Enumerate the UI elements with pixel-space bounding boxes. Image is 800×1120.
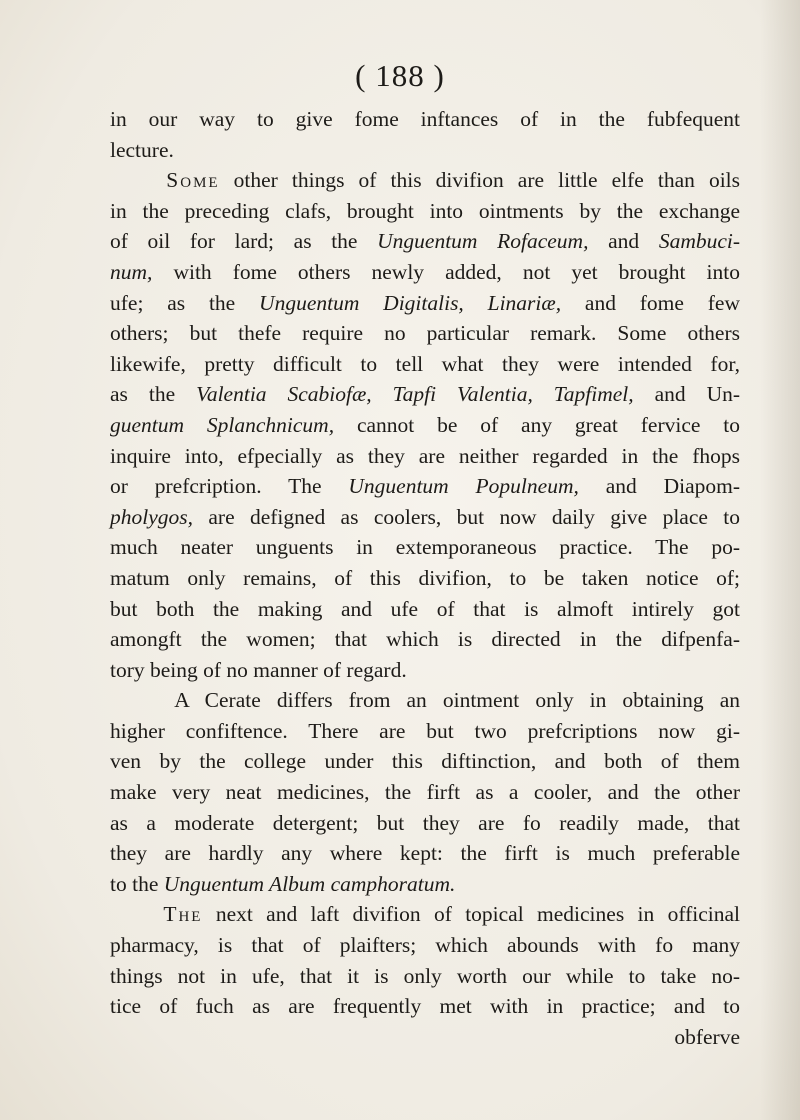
text-fragment: of oil for lard; as the bbox=[110, 229, 358, 254]
text-line bbox=[110, 471, 740, 502]
text-line: inquire into, efpecially as they are neither regarded in the fhops bbox=[110, 443, 740, 468]
small-caps-word: The bbox=[163, 902, 203, 927]
italic-term: num, bbox=[110, 259, 153, 284]
text-line: higher confiftence. There are but two prefcriptions now gi- bbox=[110, 718, 740, 743]
italic-term: Valentia Scabiofæ, Tapfi Valentia, Tapfimel, bbox=[196, 382, 634, 407]
text-fragment: are defigned as coolers, but now daily give place to bbox=[208, 504, 740, 529]
text-fragment: and bbox=[608, 229, 640, 254]
paragraph-2 bbox=[110, 165, 740, 685]
paragraph-4 bbox=[110, 899, 740, 1052]
text-fragment: A Cerate differs from an ointment only in obtaining an bbox=[174, 688, 741, 713]
text-line: in the preceding clafs, brought into ointments by the exchange bbox=[110, 198, 740, 223]
text-line: things not in ufe, that it is only worth our while to take no- bbox=[110, 963, 740, 988]
text-fragment: ufe; as the bbox=[110, 290, 236, 315]
text-line bbox=[110, 379, 740, 410]
text-line: matum only remains, of this divifion, to be taken notice of; bbox=[110, 565, 740, 590]
text-line: pharmacy, is that of plaifters; which abounds with fo many bbox=[110, 933, 740, 958]
text-line bbox=[110, 685, 740, 716]
text-line bbox=[110, 257, 740, 288]
text-line: as a moderate detergent; but they are fo readily made, that bbox=[110, 810, 740, 835]
text-line bbox=[110, 410, 740, 441]
text-line: ven by the college under this diftinction, and both of them bbox=[110, 749, 740, 774]
text-fragment: as the bbox=[110, 382, 176, 407]
text-fragment: cannot be of any great fervice to bbox=[356, 412, 741, 437]
text-fragment: next and laft divifion of topical medicines in officinal bbox=[215, 902, 741, 927]
text-fragment: and Diapom- bbox=[605, 474, 741, 499]
text-line bbox=[110, 502, 740, 533]
paragraph-1 bbox=[110, 104, 740, 165]
text-line: others; but thefe require no particular remark. Some others bbox=[110, 321, 740, 346]
italic-term: Unguentum Rofaceum, bbox=[377, 229, 589, 254]
text-fragment: other things of this divifion are little elfe than oils bbox=[233, 168, 741, 193]
paragraph-3 bbox=[110, 685, 740, 899]
italic-term: Unguentum Album camphoratum. bbox=[163, 871, 456, 896]
body-text bbox=[110, 104, 740, 1052]
text-line bbox=[110, 165, 740, 196]
text-line bbox=[110, 869, 740, 900]
text-fragment: with fome others newly added, not yet brought into bbox=[173, 259, 741, 284]
italic-term: guentum Splanchnicum, bbox=[110, 412, 335, 437]
text-line: make very neat medicines, the firft as a cooler, and the other bbox=[110, 780, 740, 805]
italic-term: Unguentum Digitalis, Linariæ, bbox=[259, 290, 562, 315]
italic-term: Unguentum Populneum, bbox=[348, 474, 579, 499]
text-fragment: to the bbox=[110, 871, 159, 896]
text-line: tice of fuch as are frequently met with in practice; and to bbox=[110, 994, 740, 1019]
italic-term: pholygos, bbox=[110, 504, 194, 529]
italic-term: Sambuci- bbox=[658, 229, 741, 254]
text-fragment: and Un- bbox=[654, 382, 741, 407]
text-line bbox=[110, 899, 740, 930]
page-edge-shadow bbox=[760, 0, 800, 1120]
text-line bbox=[110, 288, 740, 319]
catchword: obferve bbox=[674, 1024, 740, 1049]
text-line: in our way to give fome inftances of in the fubfequent bbox=[110, 107, 740, 131]
text-line: but both the making and ufe of that is almoft intirely got bbox=[110, 596, 740, 621]
text-line: they are hardly any where kept: the firft is much preferable bbox=[110, 841, 740, 866]
text-fragment: or prefcription. The bbox=[110, 474, 322, 499]
text-line: lecture. bbox=[110, 137, 174, 162]
text-line bbox=[110, 226, 740, 257]
small-caps-word: Some bbox=[166, 168, 220, 193]
text-line: amongft the women; that which is directed in the difpenfa- bbox=[110, 627, 740, 652]
text-line: tory being of no manner of regard. bbox=[110, 657, 407, 682]
text-line: much neater unguents in extemporaneous practice. The po- bbox=[110, 535, 740, 560]
text-fragment: and fome few bbox=[584, 290, 740, 315]
page-number: ( 188 ) bbox=[355, 58, 445, 93]
text-line: likewife, pretty difficult to tell what they were intended for, bbox=[110, 351, 740, 376]
